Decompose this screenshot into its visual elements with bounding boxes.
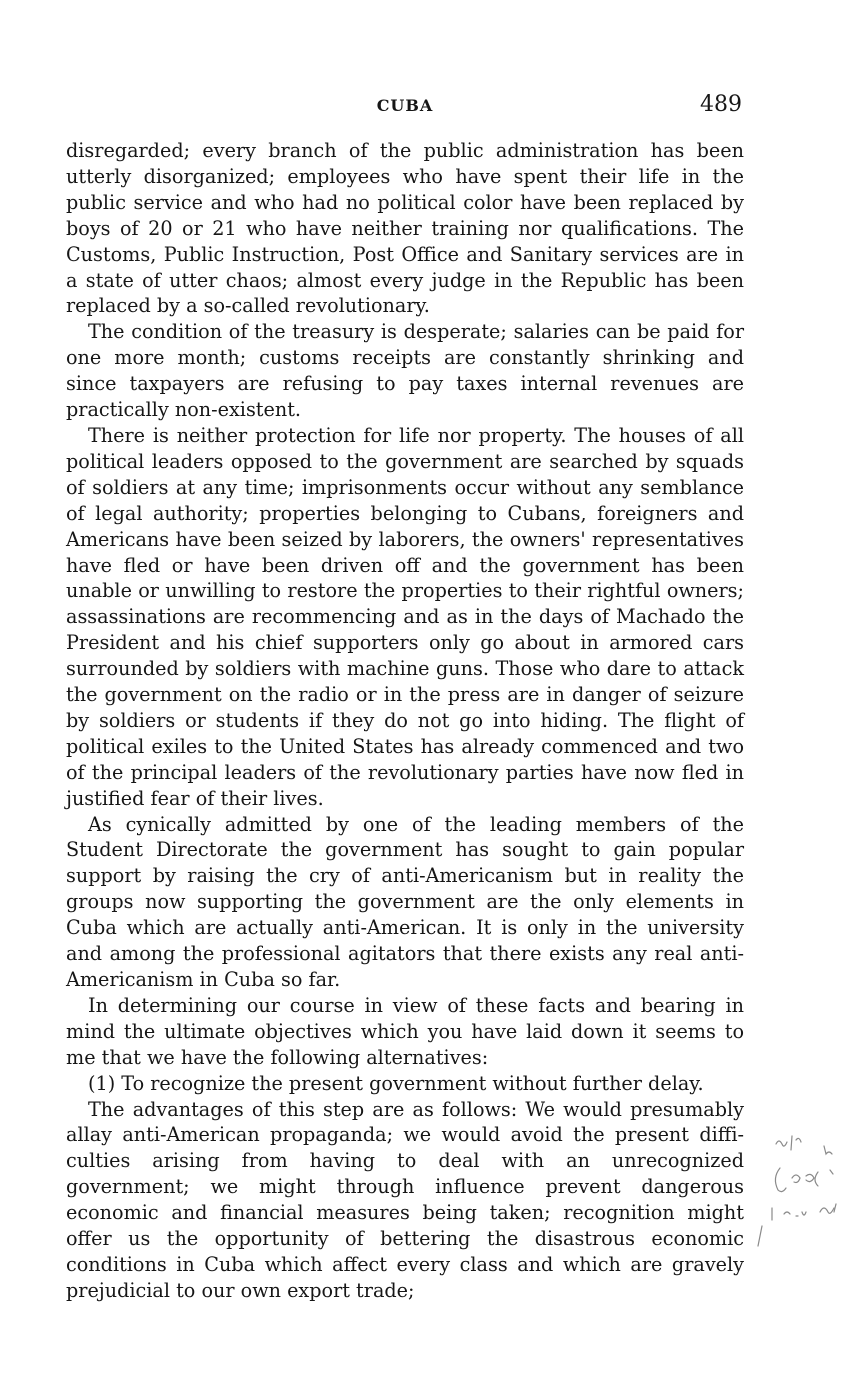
marginalia-scribble-icon — [752, 1122, 847, 1262]
paragraph-treasury: The condition of the treasury is desperate; salaries can be paid for one more month; customs receipts are constantly shrinking and since taxpayers are refusing to pay taxes internal revenues are practically non-existent. — [66, 320, 744, 422]
page-number: 489 — [700, 92, 742, 117]
running-header — [66, 92, 744, 122]
paragraph-continued: disregarded; every branch of the public administration has been utterly disorganized; employees who have spent their life in the public service and who had no political color have been replaced by boys of 20 or 21 who have neither training nor qualifications. The Customs, Public Instruction, Post Office and Sanitary services are in a state of utter chaos; almost every judge in the Republic has been replaced by a so-called revolutionary. — [66, 139, 744, 318]
handwritten-marginalia — [752, 1122, 847, 1262]
paragraph-alternative-1: (1) To recognize the present government without further delay. — [88, 1071, 704, 1095]
paragraph-advantages: The advantages of this step are as follows: We would presumably allay anti-American propaganda; we would avoid the present difficulties arising from having to deal with an unrecognized government; we might through influence prevent dangerous economic and financial measures being taken; recognition might offer us the opportunity of bettering the disastrous economic conditions in Cuba which affect every class and which are gravely prejudicial to our own export trade; — [66, 1097, 744, 1302]
body-text — [66, 138, 744, 1304]
running-title: CUBA — [376, 96, 434, 115]
paragraph-protection: There is neither protection for life nor property. The houses of all political leaders opposed to the government are searched by squads of soldiers at any time; imprisonments occur without any semblance of legal authority; properties belonging to Cubans, foreigners and Americans have been seized by laborers, the owners' representatives have fled or have been driven off and the government has been unable or unwilling to restore the properties to their rightful owners; assassinations are recommencing and as in the days of Machado the President and his chief supporters only go about in armored cars surrounded by soldiers with machine guns. Those who dare to attack the government on the radio or in the press are in danger of seizure by soldiers or students if they do not go into hiding. The flight of political exiles to the United States has already commenced and two of the principal leaders of the revolutionary parties have now fled in justified fear of their lives. — [66, 423, 744, 810]
paragraph-anti-americanism: As cynically admitted by one of the leading members of the Student Directorate the government has sought to gain popular support by raising the cry of anti-Americanism but in reality the groups now supporting the government are the only elements in Cuba which are actually anti-American. It is only in the university and among the professional agitators that there exists any real anti-Americanism in Cuba so far. — [66, 812, 744, 991]
paragraph-alternatives-intro: In determining our course in view of these facts and bearing in mind the ultimate objectives which you have laid down it seems to me that we have the following alternatives: — [66, 993, 744, 1069]
